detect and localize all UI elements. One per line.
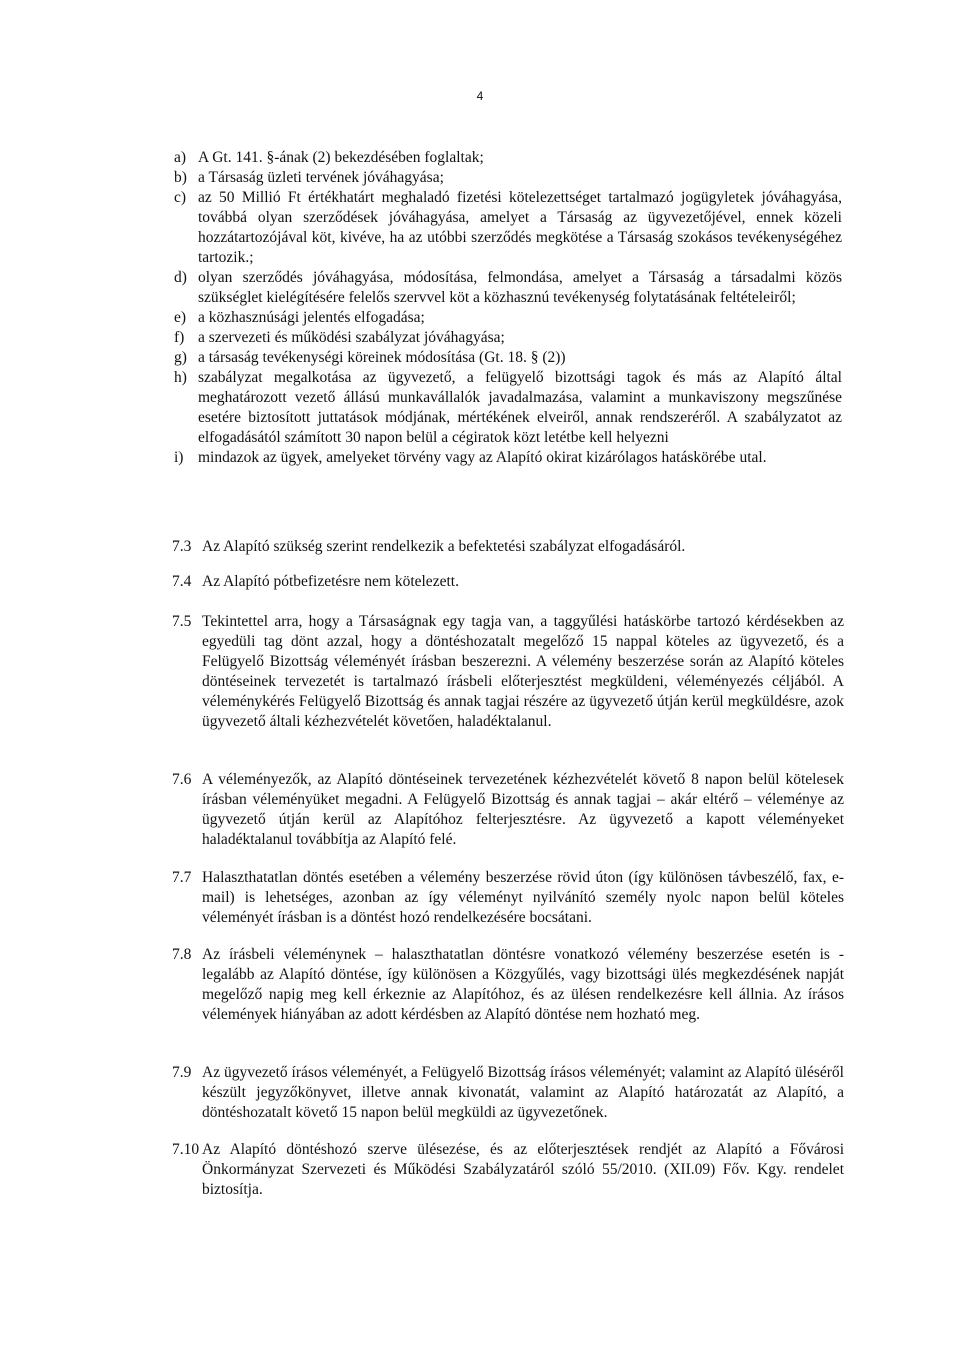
list-text: a társaság tevékenységi köreinek módosítása (Gt. 18. § (2)) <box>198 349 566 366</box>
section-7-5 <box>172 612 844 732</box>
list-marker: b) <box>174 169 187 186</box>
section-7-6 <box>172 770 844 850</box>
list-marker: i) <box>174 449 184 466</box>
list-text: A Gt. 141. §-ának (2) bekezdésében foglaltak; <box>198 149 484 166</box>
section-text: Tekintettel arra, hogy a Társaságnak egy tagja van, a taggyűlési hatáskörbe tartozó kérdésekben az egyedüli tag dönt azzal, hogy a döntéshozatalt megelőző 15 nappal köteles az ügyvezető, és a Felügyelő Bizottság véleményét írásban beszerezni. A vélemény beszerzése során az Alapító köteles döntéseinek tervezetét is tartalmazó írásbeli előterjesztést megküldeni, véleményezés céljából. A véleménykérés Felügyelő Bizottság és annak tagjai részére az ügyvezető útján kerül megküldésre, azok ügyvezető általi kézhezvételét követően, haladéktalanul. <box>202 613 844 730</box>
section-7-3 <box>172 537 844 557</box>
list-marker: e) <box>174 309 187 326</box>
list-marker: f) <box>174 329 185 346</box>
list-item-i <box>174 448 842 468</box>
section-number: 7.10 <box>172 1141 200 1158</box>
list-item-f <box>174 328 842 348</box>
section-number: 7.6 <box>172 771 192 788</box>
item-list <box>174 148 842 468</box>
section-number: 7.5 <box>172 613 192 630</box>
list-text: a közhasznúsági jelentés elfogadása; <box>198 309 425 326</box>
section-number: 7.3 <box>172 538 192 555</box>
list-item-e <box>174 308 842 328</box>
list-item-h <box>174 368 842 448</box>
list-marker: a) <box>174 149 187 166</box>
section-text: Az Alapító döntéshozó szerve ülésezése, és az előterjesztések rendjét az Alapító a Fővárosi Önkormányzat Szervezeti és Működési Szabályzatáról szóló 55/2010. (XII.09) Főv. Kgy. rendelet biztosítja. <box>202 1141 844 1198</box>
list-marker: g) <box>174 349 187 366</box>
section-text: Az Alapító szükség szerint rendelkezik a befektetési szabályzat elfogadásáról. <box>202 538 686 555</box>
section-text: Az ügyvezető írásos véleményét, a Felügyelő Bizottság írásos véleményét; valamint az Alapító üléséről készült jegyzőkönyvet, illetve annak kivonatát, valamint az Alapító határozatát az Alapító, a döntéshozatalt követő 15 napon belül megküldi az ügyvezetőnek. <box>202 1064 844 1121</box>
section-text: Halaszthatatlan döntés esetében a vélemény beszerzése rövid úton (így különösen távbeszélő, fax, e-mail) is lehetséges, azonban az így véleményt nyilvánító személy nyolc napon belül köteles véleményét írásban is a döntést hozó rendelkezésére bocsátani. <box>202 869 844 926</box>
section-7-10 <box>172 1140 844 1200</box>
section-7-4 <box>172 572 844 592</box>
list-item-a <box>174 148 842 168</box>
list-item-b <box>174 168 842 188</box>
list-marker: d) <box>174 269 187 286</box>
list-item-d <box>174 268 842 308</box>
list-item-g <box>174 348 842 368</box>
list-text: a szervezeti és működési szabályzat jóváhagyása; <box>198 329 505 346</box>
section-number: 7.9 <box>172 1064 192 1081</box>
section-7-8 <box>172 945 844 1025</box>
section-text: A véleményezők, az Alapító döntéseinek tervezetének kézhezvételét követő 8 napon belül kötelesek írásban véleményüket megadni. A Felügyelő Bizottság és annak tagjai – akár eltérő – véleménye az ügyvezető útján kerül az Alapítóhoz felterjesztésre. Az ügyvezető a kapott véleményeket haladéktalanul továbbítja az Alapító felé. <box>202 771 844 848</box>
list-item-c <box>174 188 842 268</box>
list-marker: h) <box>174 369 187 386</box>
section-7-7 <box>172 868 844 928</box>
section-text: Az Alapító pótbefizetésre nem kötelezett. <box>202 573 459 590</box>
list-marker: c) <box>174 189 187 206</box>
section-7-9 <box>172 1063 844 1123</box>
list-text: olyan szerződés jóváhagyása, módosítása, felmondása, amelyet a Társaság a társadalmi közös szükséglet kielégítésére felelős szervvel köt a közhasznú tevékenység folytatásának feltételeiről; <box>198 269 842 306</box>
list-text: szabályzat megalkotása az ügyvezető, a felügyelő bizottsági tagok és más az Alapító által meghatározott vezető állású munkavállalók javadalmazása, valamint a munkaviszony megszűnése esetére biztosított juttatások módjának, mértékének elveiről, annak rendszeréről. A szabályzatot az elfogadásától számított 30 napon belül a cégiratok közt letétbe kell helyezni <box>198 369 842 446</box>
list-text: a Társaság üzleti tervének jóváhagyása; <box>198 169 444 186</box>
list-text: az 50 Millió Ft értékhatárt meghaladó fizetési kötelezettséget tartalmazó jogügyletek jóváhagyása, továbbá olyan szerződések jóváhagyása, amelyet a Társaság az ügyvezetőjével, ennek közeli hozzátartozójával köt, kivéve, ha az utóbbi szerződés megkötése a Társaság szokásos tevékenységéhez tartozik.; <box>198 189 842 266</box>
section-text: Az írásbeli véleménynek – halaszthatatlan döntésre vonatkozó vélemény beszerzése esetén is - legalább az Alapító döntése, így különösen a Közgyűlés, vagy bizottsági ülés megkezdésének napját megelőző napig meg kell érkeznie az Alapítóhoz, és az ülésen rendelkezésre kell állnia. Az írásos vélemények hiányában az adott kérdésben az Alapító döntése nem hozható meg. <box>202 946 844 1023</box>
list-text: mindazok az ügyek, amelyeket törvény vagy az Alapító okirat kizárólagos hatáskörébe utal. <box>198 449 767 466</box>
page-number: 4 <box>476 89 484 103</box>
section-number: 7.8 <box>172 946 192 963</box>
section-number: 7.4 <box>172 573 192 590</box>
section-number: 7.7 <box>172 869 192 886</box>
